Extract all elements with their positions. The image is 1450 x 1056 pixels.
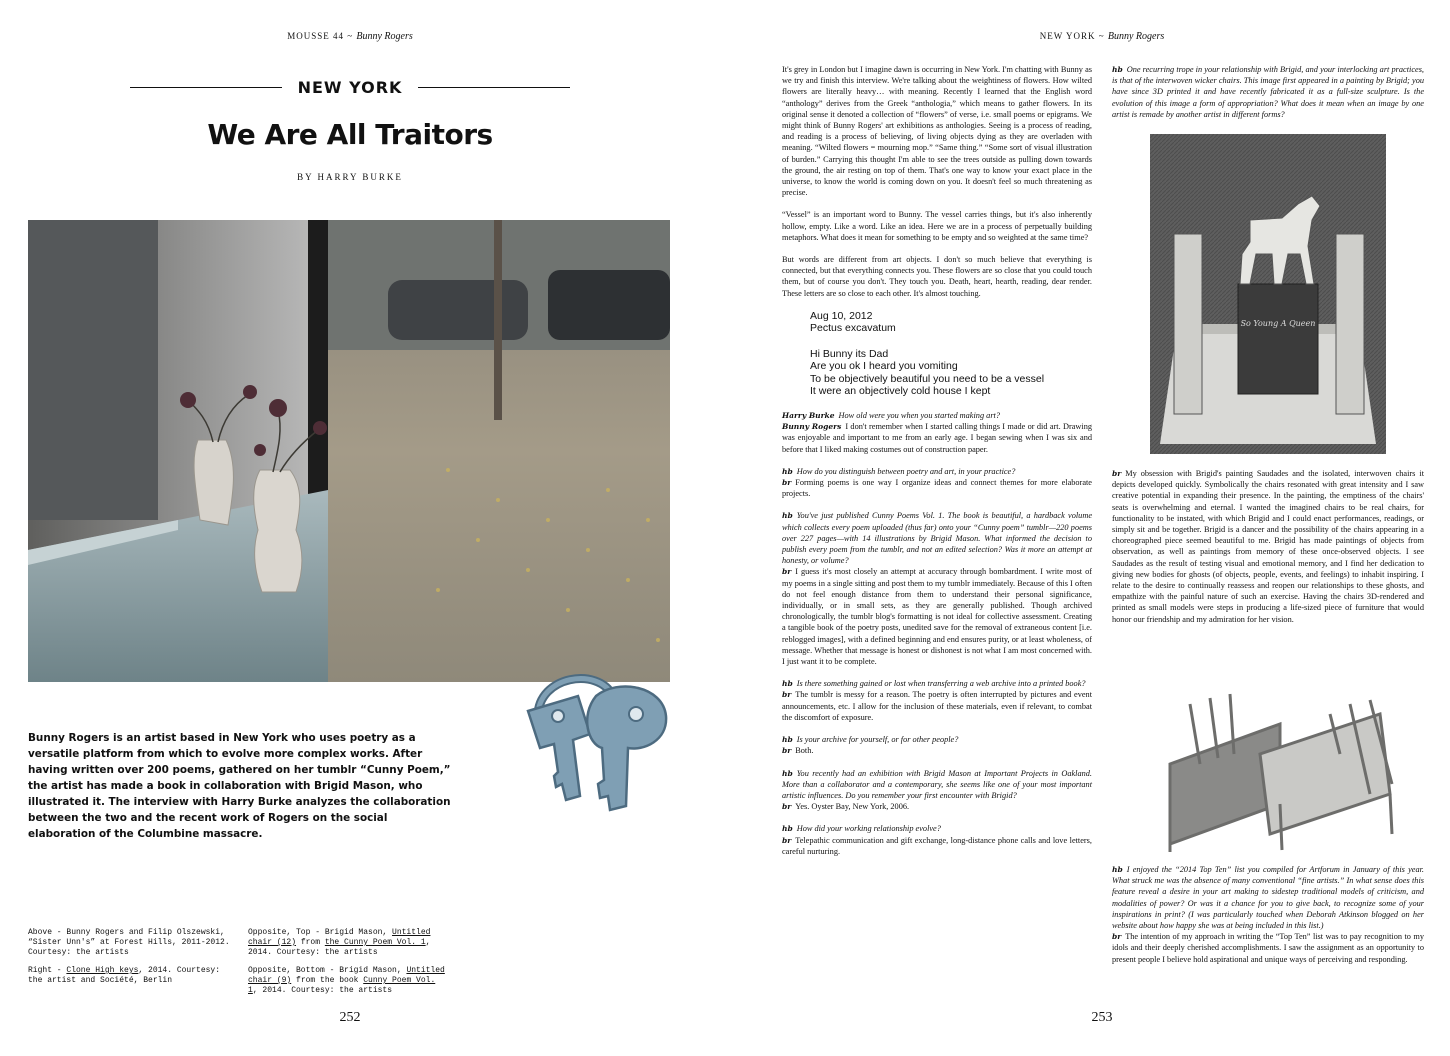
speaker-tag-hb: hb: [782, 824, 793, 834]
caption-right-rest: , 2014. Courtesy: the artist and Société, Berlin: [28, 966, 221, 985]
speaker-tag-br: br: [782, 835, 792, 845]
question: Is your archive for yourself, or for other people?: [796, 735, 959, 745]
caption-bottom-title: Untitled chair (9): [248, 966, 445, 985]
article-title: We Are All Traitors: [207, 118, 493, 151]
qa-pair: [782, 410, 1092, 455]
window-vases-photo: [28, 220, 670, 682]
text-column-1: [782, 64, 1092, 868]
caption-top-pre: Opposite, Top - Brigid Mason,: [248, 928, 393, 937]
caption-bottom-mid: from the book: [291, 976, 364, 985]
answer: The tumblr is messy for a reason. The poetry is often interrupted by pictures and event announcements, etc. I allow for the inclusion of these materials, even if relevant, to combat the discomfort of exposure.: [782, 690, 1092, 722]
caption-opposite-top: [248, 928, 448, 958]
speaker-tag-hb: Harry Burke: [782, 411, 835, 421]
drawing-book-title: So Young A Queen: [1240, 319, 1316, 328]
answer: Telepathic communication and gift exchange, long-distance phone calls and love letters, careful nurturing.: [782, 835, 1092, 856]
running-head-city: NEW YORK: [1039, 31, 1096, 41]
running-head-separator: ~: [347, 31, 354, 41]
question-paragraph: [1112, 864, 1424, 965]
speaker-tag-hb: hb: [1112, 65, 1123, 74]
question: Is there something gained or lost when transferring a web archive into a printed book?: [796, 679, 1086, 689]
question: One recurring trope in your relationship with Brigid, and your interlocking art practices, is that of the interwoven wicker chairs. This image first appeared in a painting by Brigid; you have since 3D printed it and have recently fabricated it as a full-size sculpture. Is the evolution of this image a form of appropriation? What does it mean when an image by one artist is remade by another artist in different forms?: [1112, 65, 1424, 119]
question: You recently had an exhibition with Brigid Mason at Important Projects in Oakland. More than a collaborator and a contemporary, she seems like one of your most important artistic influences. Do you remember your first encounter with Brigid?: [782, 768, 1092, 800]
speaker-tag-hb: hb: [782, 466, 793, 476]
question: You've just published Cunny Poems Vol. 1. The book is beautiful, a hardback volume which collects every poem uploaded (thus far) onto your “Cunny poem” tumblr—220 poems over 227 pages—with 14 illustrations by Brigid Mason. What informed the decision to publish every poem from the tumblr, and not an edited selection? Was it more an attempt at honesty, or volume?: [782, 511, 1092, 566]
running-head-artist: Bunny Rogers: [356, 31, 413, 42]
untitled-chair-12-drawing: [1150, 134, 1386, 454]
speaker-tag-hb: hb: [782, 735, 793, 745]
answer: The intention of my approach in writing the “Top Ten” list was to pay recognition to my idols and their deeply cherished accomplishments. I saw the assignment as an opportunity to present people I believe hold aspirational and unique ways of perceiving and responding.: [1112, 932, 1424, 964]
caption-opposite-bottom: [248, 966, 448, 996]
section-rule-left: [130, 87, 282, 88]
qa-pair: [782, 466, 1092, 500]
text-column-2-top: [1112, 64, 1424, 120]
poem-line: Aug 10, 2012: [810, 309, 873, 322]
caption-top-book: the Cunny Poem Vol. 1: [324, 938, 426, 947]
question: How old were you when you started making art?: [838, 411, 1000, 421]
main-photo: [28, 220, 670, 682]
answer: Forming poems is one way I organize ideas and connect themes for more elaborate projects.: [782, 478, 1092, 499]
poem-line: Are you ok I heard you vomiting: [810, 360, 958, 373]
speaker-tag-br: br: [782, 802, 792, 812]
caption-top-mid: from: [296, 938, 325, 947]
question: How did your working relationship evolve?: [796, 824, 941, 834]
qa-pair: [782, 510, 1092, 667]
speaker-tag-br: br: [1112, 469, 1122, 478]
caption-right: [28, 966, 233, 986]
poem-line: Hi Bunny its Dad: [810, 347, 889, 360]
poem-line: It were an objectively cold house I kept: [810, 385, 991, 398]
speaker-tag-hb: hb: [782, 768, 793, 778]
poem-block: [810, 310, 1092, 398]
untitled-chair-9-drawing: [1130, 684, 1416, 854]
speaker-tag-br: br: [1112, 932, 1122, 942]
qa-pair: [782, 734, 1092, 756]
text-column-2-bottom: [1112, 864, 1424, 965]
poem-line: [810, 335, 1092, 348]
clone-high-keys-image: [518, 656, 678, 816]
running-head-right: [952, 31, 1252, 42]
caption-top-rest: , 2014. Courtesy: the artists: [248, 938, 431, 957]
byline: BY HARRY BURKE: [297, 172, 403, 182]
caption-bottom-pre: Opposite, Bottom - Brigid Mason,: [248, 966, 407, 975]
qa-pair: [782, 768, 1092, 813]
paragraph: It's grey in London but I imagine dawn is occurring in New York. I'm chatting with Bunny as we try and finish this interview. We're talking about the weightiness of flowers. How wilted flowers are literally heavy… with meaning. Recently I learned that the English word “anthology” derives from the Greek “anthologia,” which means to gather flowers. In its original sense it denoted a collection of “flowers” of verse, i.e. small poems or epigrams. We might think of Bunny Rogers' art exhibitions as anthologies. Seeing is a process of reading, and reading is a process of believing, of living objects dying as they are overladen with meaning. “Wilted flowers = mourning mop.” “Same thing.” “Some sort of visual illustration of burden.” Carrying this thought I'm able to see the trees outside as pulling down towards the ground, the air resting on top of them. That's one way to know your exact place in the universe, to know the world is coming down on you. It doesn't feel so much threatening as precise.: [782, 65, 1092, 198]
caption-right-label: Right -: [28, 966, 67, 975]
speaker-tag-hb: hb: [782, 511, 793, 521]
paragraph: “Vessel” is an important word to Bunny. The vessel carries things, but it's also inherently hollow, empty. Like a word. Like an idea. Here we are in a process of perpetually building metaphors. What does it mean for something to be empty and so weighted at the same time?: [782, 210, 1092, 242]
speaker-tag-br: br: [782, 746, 792, 756]
answer: I don't remember when I started calling things I made or did art. Drawing was enjoyable and important to me from an early age. I began sewing when I was six and before that I liked making costumes out of construction paper.: [782, 422, 1092, 454]
page-number-left: 252: [339, 1010, 361, 1025]
paragraph: But words are different from art objects. I don't so much believe that everything is connected, but that everything connects you. These flowers are so close that you could touch them, but of course you don't. They touch you. Death, heart, hearth, reading, dear render. These letters are so close to each other. It's almost touching.: [782, 255, 1092, 298]
intro-paragraph: Bunny Rogers is an artist based in New York who uses poetry as a versatile platform from which to evolve more complex works. After having written over 200 poems, gathered on her tumblr “Cunny Poem,” the artist has made a book in collaboration with Brigid Mason, who illustrated it. The interview with Harry Burke analyzes the collaboration between the two and the recent work of Rogers on the social elaboration of the Columbine massacre.: [28, 732, 451, 840]
running-head-artist: Bunny Rogers: [1107, 31, 1165, 42]
answer: I guess it's most closely an attempt at accuracy through bombardment. I write most of my poems in a single sitting and post them to my tumblr immediately. Because of this I often do not feel enough distance from them to understand their personal significance, individually, or in small sets, as they are generally published. Though archived chronologically, the tumblr blog's formatting is not ideal for collective assessment. Creating a tangible book of the poetry posts, unedited save for the removal of extraneous content [i.e. reblogged images], with a defined beginning and end ensures purity, or at least wholeness, of message. Whether that message is honest or dishonest is not what I am most concerned with. I just want it to be complete.: [782, 567, 1092, 667]
answer-paragraph: [1112, 468, 1424, 625]
caption-right-title: Clone High keys: [66, 966, 139, 975]
speaker-tag-br: br: [782, 567, 792, 577]
text-column-2-middle: [1112, 468, 1424, 625]
speaker-tag-hb: hb: [782, 679, 793, 689]
speaker-tag-br: br: [782, 478, 792, 488]
question-paragraph: [1112, 64, 1424, 120]
speaker-tag-hb: hb: [1112, 865, 1123, 874]
answer: My obsession with Brigid's painting Saudades and the isolated, interwoven chairs it depicts developed quickly. Symbolically the chairs resonated with great intensity and I saw creative potential in expanding their presence. In the painting, the emptiness of the chairs' seats is overwhelming and eternal. I wanted the imagined chairs to be real chairs, for functionality to be instated, with which Brigid and I could enact performances, readings, or simply sit and be together. Brigid is a dancer and the possibility of the chairs appearing in a choreographed piece seemed beautiful to me. Brigid has made paintings of objects from observation, as well as paintings from memory of these once-observed objects. I see Saudades as the result of testing visual and emotional memory, and I find her dedication to giving new bodies for ghosts (of objects, people, events, and feelings) to inhabit inspiring. I relate to the desire to continually reassess and reopen our relationships to these ghosts, and empathize with the painful nature of such an exercise. Having the chairs 3D-rendered and printed as small models were steps in producing a life-sized piece of furniture that would honor our friendship and my admiration for her vision.: [1112, 469, 1424, 624]
question: I enjoyed the “2014 Top Ten” list you compiled for Artforum in January of this year. What struck me was the absence of many conventional “fine artists.” In what sense does this feature reveal a desire in your art making to sidestep traditional models of criticism, and modalities of power? Or was it a chance for you to give back, to recognize some of your inspirations in print? (I was particularly touched when Deborah Atkinson blogged on her website about how happy she was at being included in this list.): [1112, 865, 1424, 931]
qa-pair: [782, 678, 1092, 723]
answer: Yes. Oyster Bay, New York, 2006.: [795, 802, 910, 812]
caption-above: Above - Bunny Rogers and Filip Olszewski, “Sister Unn's” at Forest Hills, 2011-2012. Courtesy: the artists: [28, 928, 230, 957]
poem-line: To be objectively beautiful you need to be a vessel: [810, 372, 1045, 385]
question: How do you distinguish between poetry and art, in your practice?: [796, 466, 1016, 476]
poem-line: Pectus excavatum: [810, 322, 896, 335]
section-label: NEW YORK: [297, 78, 403, 97]
running-head-left: [200, 31, 500, 42]
caption-top-title: Untitled chair (12): [248, 928, 431, 947]
section-rule-right: [418, 87, 570, 88]
qa-pair: [782, 823, 1092, 857]
running-head-publication: MOUSSE 44: [287, 31, 344, 41]
running-head-separator: ~: [1098, 31, 1105, 41]
speaker-tag-br: br: [782, 690, 792, 700]
speaker-tag-br: Bunny Rogers: [782, 422, 842, 432]
answer: Both.: [795, 746, 814, 756]
caption-bottom-rest: , 2014. Courtesy: the artists: [252, 986, 393, 995]
caption-bottom-book: Cunny Poem Vol. 1: [248, 976, 436, 995]
page-number-right: 253: [1091, 1010, 1113, 1025]
